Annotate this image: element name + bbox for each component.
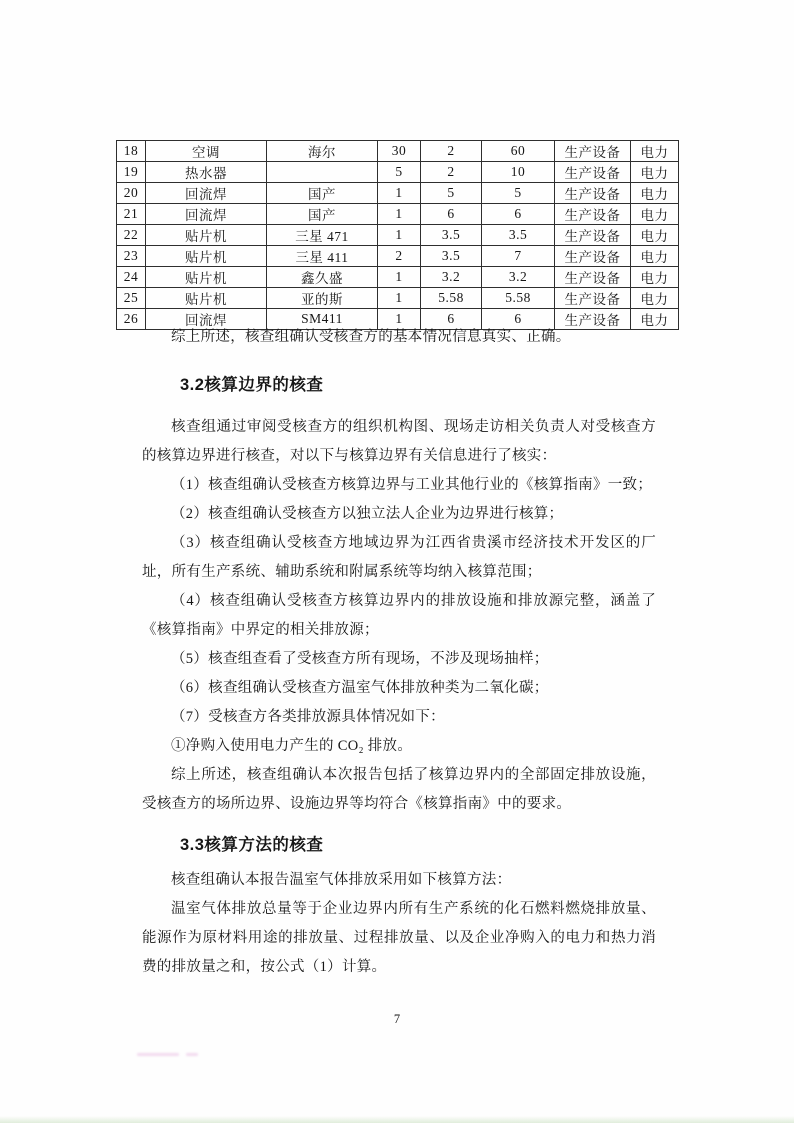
cell-energy-type: 电力: [631, 141, 679, 162]
cell-device-name: 贴片机: [146, 225, 267, 246]
table-row: [117, 204, 679, 225]
cell-category: 生产设备: [555, 183, 631, 204]
cell-quantity: 1: [378, 225, 421, 246]
cell-energy-type: 电力: [631, 204, 679, 225]
paragraph-method-description: 温室气体排放总量等于企业边界内所有生产系统的化石燃料燃烧排放量、能源作为原材料用途的排放量、过程排放量、以及企业净购入的电力和热力消费的排放量之和，按公式（1）计算。: [142, 901, 656, 975]
cell-row-number: 22: [117, 225, 146, 246]
table-row: [117, 225, 679, 246]
table-row: [117, 183, 679, 204]
cell-device-name: 热水器: [146, 162, 267, 183]
cell-power: 2: [421, 141, 482, 162]
paragraph-method-intro: 核查组确认本报告温室气体排放采用如下核算方法：: [171, 872, 512, 888]
verification-item: （2）核查组确认受核查方以独立法人企业为边界进行核算；: [171, 506, 564, 522]
cell-brand-model: 鑫久盛: [267, 267, 378, 288]
cell-quantity: 1: [378, 288, 421, 309]
verification-item: （6）核查组确认受核查方温室气体排放种类为二氧化碳；: [171, 680, 549, 696]
boundary-verification-list: [142, 471, 656, 732]
cell-total-power: 7: [482, 246, 555, 267]
cell-power: 3.5: [421, 225, 482, 246]
cell-device-name: 回流焊: [146, 183, 267, 204]
cell-category: 生产设备: [555, 309, 631, 330]
paragraph-boundary-conclusion: 综上所述，核查组确认本次报告包括了核算边界内的全部固定排放设施，受核查方的场所边界、设施边界等均符合《核算指南》中的要求。: [142, 767, 656, 812]
cell-total-power: 10: [482, 162, 555, 183]
cell-quantity: 1: [378, 267, 421, 288]
section-3-3-heading: 3.3核算方法的核查: [180, 836, 324, 854]
cell-category: 生产设备: [555, 204, 631, 225]
cell-power: 3.2: [421, 267, 482, 288]
verification-item: （3）核查组确认受核查方地域边界为江西省贵溪市经济技术开发区的厂址，所有生产系统、辅助系统和附属系统等均纳入核算范围；: [142, 535, 656, 580]
cell-energy-type: 电力: [631, 183, 679, 204]
cell-device-name: 贴片机: [146, 267, 267, 288]
cell-total-power: 6: [482, 204, 555, 225]
emission-source-item: ①净购入使用电力产生的 CO₂ 排放。: [171, 738, 413, 754]
cell-row-number: 19: [117, 162, 146, 183]
paragraph-basic-info-conclusion: 综上所述，核查组确认受核查方的基本情况信息真实、正确。: [171, 329, 571, 345]
scan-artifact-smudge-2: [186, 1053, 198, 1056]
cell-quantity: 30: [378, 141, 421, 162]
cell-total-power: 60: [482, 141, 555, 162]
equipment-table: [116, 140, 679, 330]
cell-quantity: 1: [378, 183, 421, 204]
document-body: [142, 323, 656, 982]
cell-category: 生产设备: [555, 225, 631, 246]
cell-brand-model: 三星 411: [267, 246, 378, 267]
cell-category: 生产设备: [555, 267, 631, 288]
cell-brand-model: 国产: [267, 204, 378, 225]
page-number: 7: [393, 1012, 401, 1026]
cell-total-power: 5: [482, 183, 555, 204]
cell-row-number: 26: [117, 309, 146, 330]
cell-brand-model: 亚的斯: [267, 288, 378, 309]
cell-power: 5: [421, 183, 482, 204]
table-row: [117, 246, 679, 267]
cell-power: 3.5: [421, 246, 482, 267]
cell-total-power: 3.2: [482, 267, 555, 288]
cell-energy-type: 电力: [631, 162, 679, 183]
equipment-table-body: [117, 141, 679, 330]
cell-device-name: 回流焊: [146, 204, 267, 225]
cell-brand-model: 国产: [267, 183, 378, 204]
cell-row-number: 20: [117, 183, 146, 204]
cell-category: 生产设备: [555, 246, 631, 267]
paragraph-boundary-intro: 核查组通过审阅受核查方的组织机构图、现场走访相关负责人对受核查方的核算边界进行核查，对以下与核算边界有关信息进行了核实：: [142, 419, 656, 464]
cell-quantity: 2: [378, 246, 421, 267]
cell-power: 5.58: [421, 288, 482, 309]
cell-row-number: 23: [117, 246, 146, 267]
cell-category: 生产设备: [555, 141, 631, 162]
cell-category: 生产设备: [555, 162, 631, 183]
cell-quantity: 1: [378, 309, 421, 330]
table-row: [117, 288, 679, 309]
cell-row-number: 25: [117, 288, 146, 309]
cell-brand-model: [267, 162, 378, 183]
cell-energy-type: 电力: [631, 225, 679, 246]
cell-energy-type: 电力: [631, 288, 679, 309]
cell-row-number: 24: [117, 267, 146, 288]
cell-power: 6: [421, 309, 482, 330]
cell-device-name: 贴片机: [146, 288, 267, 309]
cell-total-power: 5.58: [482, 288, 555, 309]
cell-brand-model: 海尔: [267, 141, 378, 162]
cell-total-power: 6: [482, 309, 555, 330]
cell-device-name: 回流焊: [146, 309, 267, 330]
verification-item: （5）核查组查看了受核查方所有现场，不涉及现场抽样；: [171, 651, 549, 667]
cell-brand-model: SM411: [267, 309, 378, 330]
cell-device-name: 贴片机: [146, 246, 267, 267]
scan-artifact-smudge: [137, 1053, 179, 1056]
cell-power: 2: [421, 162, 482, 183]
table-row: [117, 141, 679, 162]
cell-energy-type: 电力: [631, 246, 679, 267]
cell-energy-type: 电力: [631, 309, 679, 330]
cell-quantity: 5: [378, 162, 421, 183]
cell-quantity: 1: [378, 204, 421, 225]
cell-energy-type: 电力: [631, 267, 679, 288]
verification-item: （4）核查组确认受核查方核算边界内的排放设施和排放源完整，涵盖了《核算指南》中界定的相关排放源；: [142, 593, 656, 638]
cell-total-power: 3.5: [482, 225, 555, 246]
scan-edge-tint: [0, 1116, 794, 1123]
cell-power: 6: [421, 204, 482, 225]
cell-row-number: 21: [117, 204, 146, 225]
cell-device-name: 空调: [146, 141, 267, 162]
section-3-2-heading: 3.2核算边界的核查: [180, 376, 324, 394]
verification-item: （7）受核查方各类排放源具体情况如下：: [171, 709, 445, 725]
cell-brand-model: 三星 471: [267, 225, 378, 246]
verification-item: （1）核查组确认受核查方核算边界与工业其他行业的《核算指南》一致；: [171, 477, 653, 493]
cell-row-number: 18: [117, 141, 146, 162]
table-row: [117, 162, 679, 183]
cell-category: 生产设备: [555, 288, 631, 309]
table-row: [117, 267, 679, 288]
